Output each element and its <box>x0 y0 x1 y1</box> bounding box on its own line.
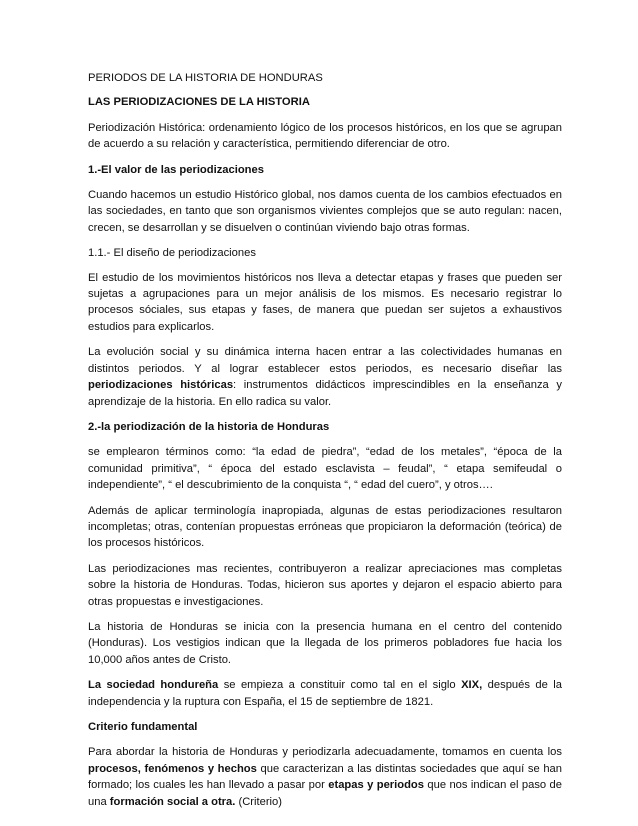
heading-periodizacion-honduras: 2.-la periodización de la historia de Honduras <box>88 420 330 433</box>
paragraph-evolucion-social: La evolución social y su dinámica interna hacen entrar a las colectividades humanas en distintos periodos. Y al lograr establecer estos periodos, es necesario diseñar las periodizaciones históricas: instrumentos didácticos imprescindibles en la enseñanza y aprendizaje de la historia. En ello radica su valor. <box>88 346 562 408</box>
document-title: PERIODOS DE LA HISTORIA DE HONDURAS <box>88 72 323 84</box>
paragraph-terminos: se emplearon términos como: “la edad de piedra”, “edad de los metales”, “época de la comunidad primitiva”, “ época del estado esclavista – feudal”, “ etapa semifeudal o independiente”, “ el descubrimiento de la conquista “, “ edad del cuero”, y otros…. <box>88 446 562 492</box>
paragraph-criterio: Para abordar la historia de Honduras y periodizarla adecuadamente, tomamos en cuenta los procesos, fenómenos y hechos que caracterizan a las distintas sociedades que aquí se han formado; los cuales les han llevado a pasar por etapas y periodos que nos indican el paso de una formación social a otra. (Criterio) <box>88 746 562 808</box>
paragraph-sociedad-hondurena: La sociedad hondureña se empieza a constituir como tal en el siglo XIX, después de la independencia y la ruptura con España, el 15 de septiembre de 1821. <box>88 679 563 708</box>
paragraph-inicio-historia: La historia de Honduras se inicia con la presencia humana en el centro del contenido (Honduras). Los vestigios indican que la llegada de los primeros pobladores fue hacia los 10,000 años antes de Cristo. <box>88 620 562 666</box>
section-heading-periodizaciones: LAS PERIODIZACIONES DE LA HISTORIA <box>88 96 310 109</box>
document-page <box>88 70 562 819</box>
paragraph-periodizaciones-recientes: Las periodizaciones mas recientes, contribuyeron a realizar apreciaciones mas completas sobre la historia de Honduras. Todas, hicieron sus aportes y dejaron el espacio abierto para otras propuestas e investigaciones. <box>88 562 562 608</box>
bold-sociedad-hondurena: La sociedad hondureña <box>88 679 219 692</box>
bold-siglo-xix: XIX, <box>461 679 483 692</box>
paragraph-estudio-global: Cuando hacemos un estudio Histórico global, nos damos cuenta de los cambios efectuados en las sociedades, en tanto que son organismos vivientes complejos que se auto regulan: nacen, crecen, se desarrollan y se disuelven o continúan viviendo bajo otras formas. <box>88 189 562 234</box>
heading-valor-periodizaciones: 1.-El valor de las periodizaciones <box>88 163 264 176</box>
heading-criterio-fundamental: Criterio fundamental <box>88 721 198 733</box>
heading-diseno-periodizaciones: 1.1.- El diseño de periodizaciones <box>88 247 256 260</box>
bold-formacion-social: formación social a otra. <box>109 795 236 808</box>
paragraph-terminologia: Además de aplicar terminología inapropiada, algunas de estas periodizaciones resultaron incompletas; otras, contenían propuestas erróneas que propiciaron la deformación (teórica) de los procesos históricos. <box>88 504 562 550</box>
paragraph-movimientos-historicos: El estudio de los movimientos históricos nos lleva a detectar etapas y frases que pueden ser sujetas a agrupaciones para un mejor análisis de los mismos. Es necesario registrar lo procesos sóciales, sus etapas y fases, de manera que puedan ser sujetos a exhaustivos estudios para explicarlos. <box>88 271 562 333</box>
bold-periodizaciones-historicas: periodizaciones históricas <box>88 379 234 392</box>
bold-procesos: procesos, fenómenos y hechos <box>88 762 257 775</box>
bold-etapas-periodos: etapas y periodos <box>328 779 424 792</box>
paragraph-definicion: Periodización Histórica: ordenamiento lógico de los procesos históricos, en los que se agrupan de acuerdo a su relación y característica, permitiendo diferenciar de otro. <box>88 121 562 151</box>
